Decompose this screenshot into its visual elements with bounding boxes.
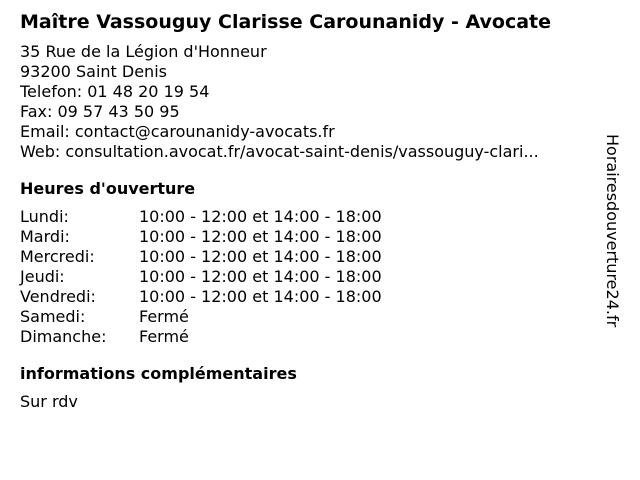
day-label: Mercredi: <box>20 247 95 266</box>
day-hours: 10:00 - 12:00 et 14:00 - 18:00 <box>139 207 382 226</box>
email-line <box>20 122 610 142</box>
day-label: Jeudi: <box>20 267 65 286</box>
day-hours: 10:00 - 12:00 et 14:00 - 18:00 <box>139 287 382 306</box>
day-hours: 10:00 - 12:00 et 14:00 - 18:00 <box>139 227 382 246</box>
day-hours: Fermé <box>139 327 189 346</box>
web-label: Web: <box>20 142 66 161</box>
address-street: 35 Rue de la Légion d'Honneur <box>20 42 267 61</box>
hours-row-tuesday <box>20 227 610 247</box>
web-line <box>20 142 610 162</box>
email-label: Email: <box>20 122 75 141</box>
brand-watermark: Horairesdouverture24.fr <box>603 134 622 328</box>
web-link[interactable]: consultation.avocat.fr/avocat-saint-denis/vassouguy-clari... <box>65 142 539 161</box>
hours-row-saturday <box>20 307 610 327</box>
hours-row-friday <box>20 287 610 307</box>
hours-list <box>20 207 610 347</box>
hours-row-wednesday <box>20 247 610 267</box>
hours-row-monday <box>20 207 610 227</box>
hours-heading: Heures d'ouverture <box>20 179 196 198</box>
day-label: Lundi: <box>20 207 69 226</box>
day-hours: Fermé <box>139 307 189 326</box>
extra-info-heading: informations complémentaires <box>20 364 297 383</box>
email-link[interactable]: contact@carounanidy-avocats.fr <box>74 122 335 141</box>
extra-info-text: Sur rdv <box>20 392 78 411</box>
day-label: Samedi: <box>20 307 86 326</box>
business-name: Maître Vassouguy Clarisse Carounanidy - Avocate <box>20 11 552 33</box>
address-city: 93200 Saint Denis <box>20 62 167 81</box>
fax-line: Fax: 09 57 43 50 95 <box>20 102 180 121</box>
business-card <box>20 10 610 412</box>
phone-line: Telefon: 01 48 20 19 54 <box>20 82 210 101</box>
day-hours: 10:00 - 12:00 et 14:00 - 18:00 <box>139 267 382 286</box>
hours-row-thursday <box>20 267 610 287</box>
day-hours: 10:00 - 12:00 et 14:00 - 18:00 <box>139 247 382 266</box>
day-label: Mardi: <box>20 227 70 246</box>
hours-row-sunday <box>20 327 610 347</box>
day-label: Dimanche: <box>20 327 107 346</box>
day-label: Vendredi: <box>20 287 96 306</box>
